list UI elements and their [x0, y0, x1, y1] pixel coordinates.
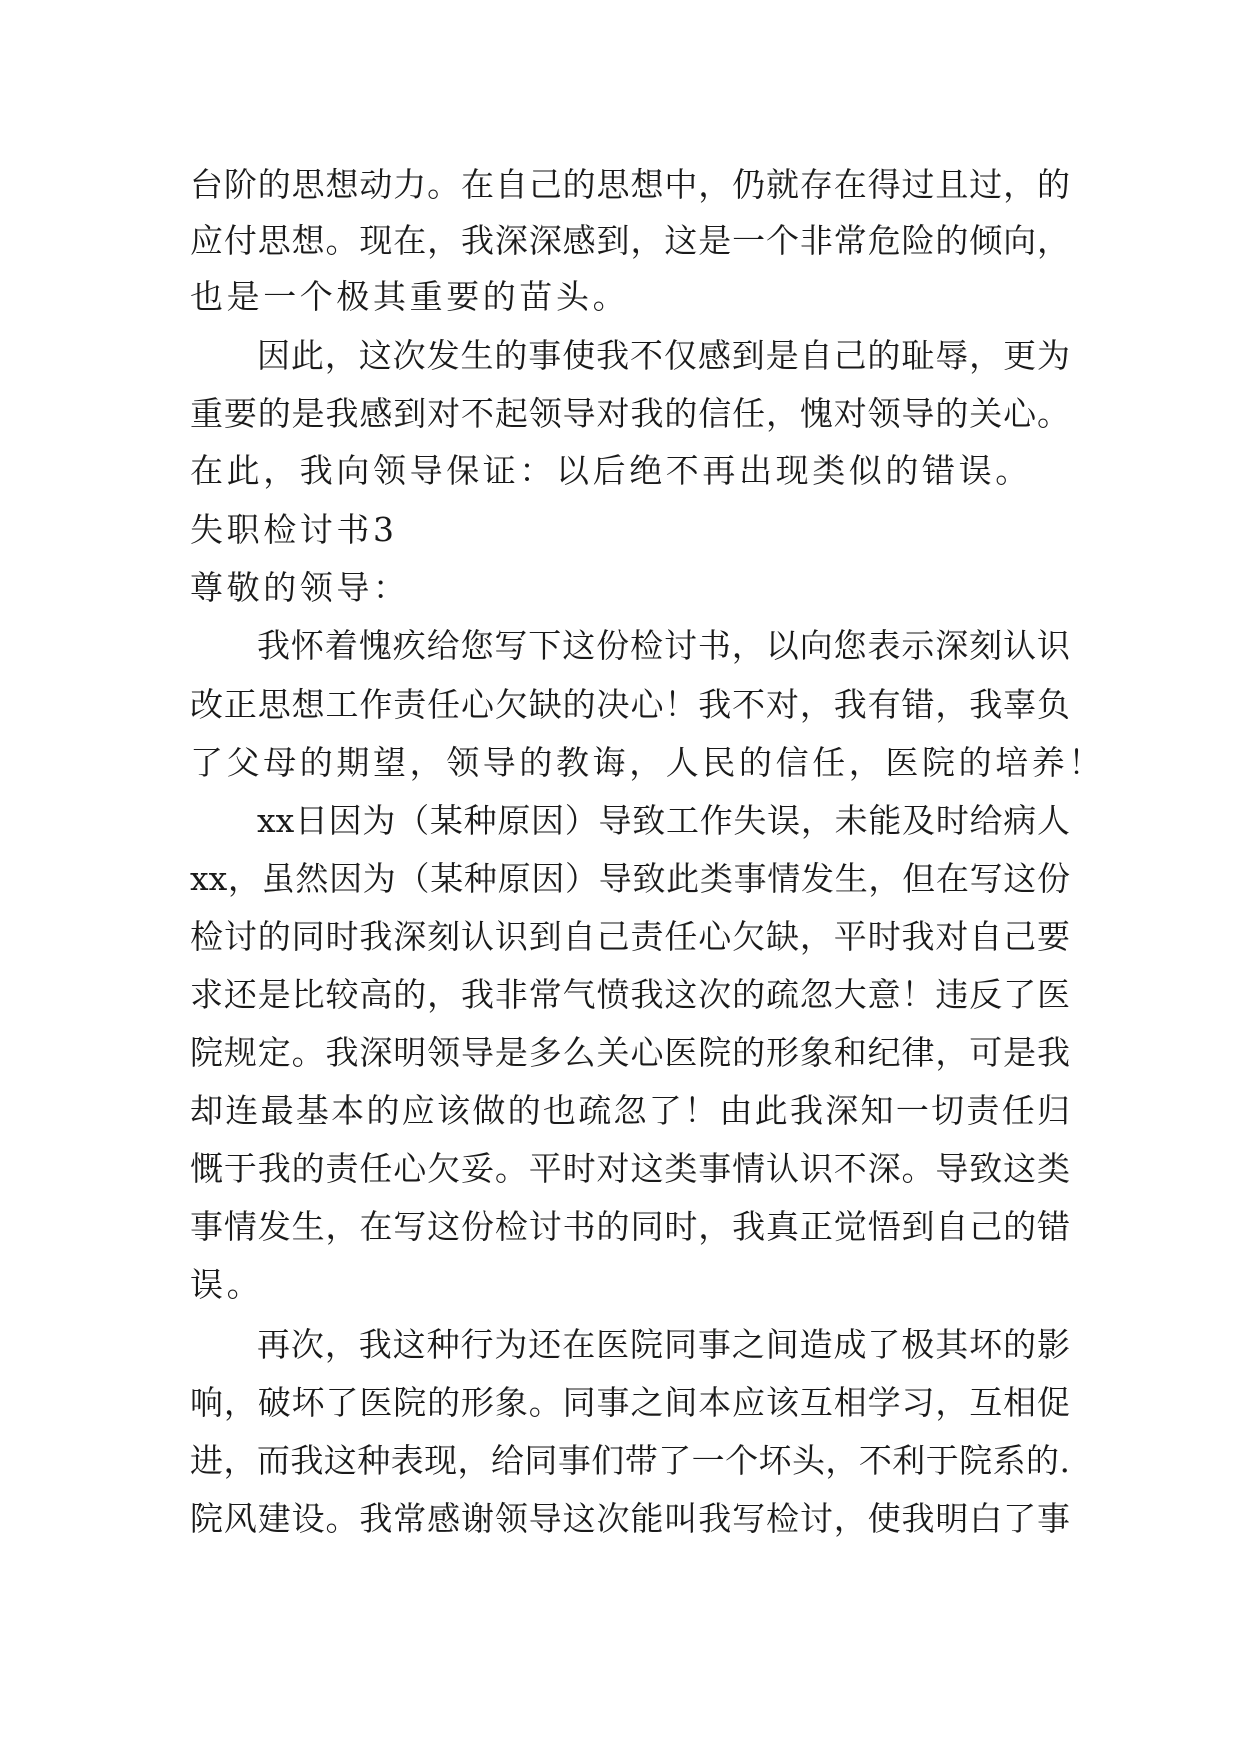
salutation: 尊敬的领导： — [190, 568, 410, 607]
text-line: 台阶的思想动力。在自己的思想中，仍就存在得过且过，的 — [190, 165, 1070, 204]
paragraph-first-line: 因此，这次发生的事使我不仅感到是自己的耻辱，更为 — [257, 336, 1070, 375]
text-line: 了父母的期望，领导的教诲，人民的信任，医院的培养！ — [190, 743, 1105, 782]
text-line: 事情发生，在写这份检讨书的同时，我真正觉悟到自己的错 — [190, 1207, 1070, 1246]
text-line: 慨于我的责任心欠妥。平时对这类事情认识不深。导致这类 — [190, 1149, 1070, 1188]
text-line: 进，而我这种表现，给同事们带了一个坏头，不利于院系的. — [190, 1441, 1070, 1480]
text-line: 院规定。我深明领导是多么关心医院的形象和纪律，可是我 — [190, 1033, 1070, 1072]
paragraph-first-line: xx日因为（某种原因）导致工作失误，未能及时给病人 — [257, 801, 1070, 840]
text-line: 却连最基本的应该做的也疏忽了！由此我深知一切责任归 — [190, 1091, 1070, 1130]
section-heading: 失职检讨书3 — [190, 510, 398, 549]
text-line: 也是一个极其重要的苗头。 — [190, 277, 630, 316]
text-line: xx，虽然因为（某种原因）导致此类事情发生，但在写这份 — [190, 859, 1070, 898]
paragraph-first-line: 我怀着愧疚给您写下这份检讨书，以向您表示深刻认识 — [257, 626, 1070, 665]
text-line: 响，破坏了医院的形象。同事之间本应该互相学习，互相促 — [190, 1383, 1070, 1422]
text-line: 应付思想。现在，我深深感到，这是一个非常危险的倾向， — [190, 221, 1070, 260]
text-line: 误。 — [190, 1265, 264, 1304]
text-line: 改正思想工作责任心欠缺的决心！我不对，我有错，我辜负 — [190, 685, 1070, 724]
text-line: 求还是比较高的，我非常气愤我这次的疏忽大意！违反了医 — [190, 975, 1070, 1014]
paragraph-first-line: 再次，我这种行为还在医院同事之间造成了极其坏的影 — [257, 1325, 1070, 1364]
text-line: 在此，我向领导保证：以后绝不再出现类似的错误。 — [190, 451, 1032, 490]
text-line: 检讨的同时我深刻认识到自己责任心欠缺，平时我对自己要 — [190, 917, 1070, 956]
text-line: 重要的是我感到对不起领导对我的信任，愧对领导的关心。 — [190, 394, 1070, 433]
text-line: 院风建设。我常感谢领导这次能叫我写检讨，使我明白了事 — [190, 1499, 1070, 1538]
